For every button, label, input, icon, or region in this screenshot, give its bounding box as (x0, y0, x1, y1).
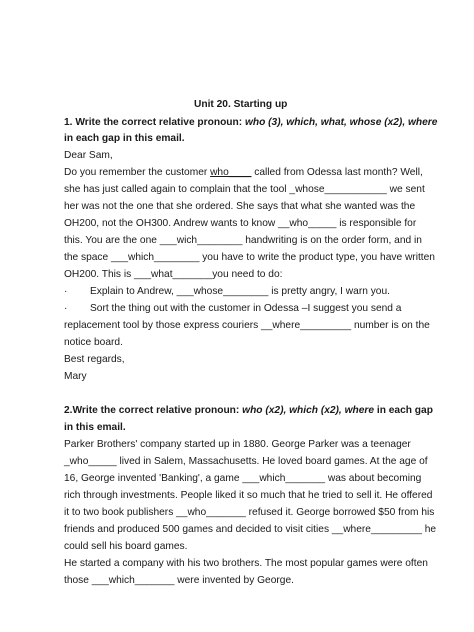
exercise-1-heading-cont: in each gap in this email. (64, 133, 185, 144)
page-title: Unit 20. Starting up (194, 99, 288, 110)
gap-answer-underlined: who____ (210, 167, 252, 178)
exercise-1-heading (64, 116, 437, 130)
email-2-line-6: friends and produced 500 games and decided to visit cities __where_________ he (64, 524, 437, 535)
email-1-line-4: OH200, not the OH300. Andrew wants to know __who_____ is responsible for (64, 218, 417, 229)
email-1-line-7: OH200. This is ___what_______you need to do: (64, 269, 283, 280)
exercise-1-heading-text: 1. Write the correct relative pronoun: (64, 117, 245, 128)
exercise-2-heading-text: 2.Write the correct relative pronoun: (64, 405, 243, 416)
bullet-1-text: Explain to Andrew, ___whose________ is pretty angry, I warn you. (90, 286, 390, 297)
email-1-line-8: replacement tool by those express couriers __where_________ number is on the (64, 320, 430, 331)
email-1-line-6: the space ___which________ you have to write the product type, you have written (64, 252, 435, 263)
email-1-line-1-end: called from Odessa last month? Well, (251, 167, 423, 178)
email-1-line-1 (64, 166, 423, 180)
email-2-line-4: rich through investments. People liked it so much that he tried to sell it. He offered (64, 490, 433, 501)
bullet-1-marker: · (64, 286, 68, 297)
email-2-line-2: _who_____ lived in Salem, Massachusetts. He loved board games. At the age of (64, 456, 428, 467)
exercise-2-heading-end: in each gap (374, 405, 433, 416)
email-1-line-3: her was not the one that she ordered. She says that what she wanted was the (64, 201, 416, 212)
email-2-line-7: could sell his board games. (64, 541, 188, 552)
bullet-2-marker: · (64, 303, 68, 314)
email-2-line-3: 16, George invented 'Banking', a game ___which_______ was about becoming (64, 473, 422, 484)
email-2-line-8: He started a company with his two brothers. The most popular games were often (64, 558, 428, 569)
exercise-2-heading-cont: in this email. (64, 422, 126, 433)
email-1-signature: Mary (64, 371, 87, 382)
email-1-line-2: she has just called again to complain that the tool _whose___________ we sent (64, 184, 425, 195)
email-1-line-5: this. You are the one ___wich________ handwriting is on the order form, and in (64, 235, 422, 246)
email-2-line-9: those ___which_______ were invented by George. (64, 575, 294, 586)
bullet-2-text: Sort the thing out with the customer in Odessa –I suggest you send a (90, 303, 402, 314)
email-1-line-9: notice board. (64, 337, 123, 348)
email-1-line-1-start: Do you remember the customer (64, 167, 211, 178)
email-2-line-1: Parker Brothers' company started up in 1880. George Parker was a teenager (64, 439, 411, 450)
email-1-closing: Best regards, (64, 354, 125, 365)
exercise-1-pronoun-list: who (3), which, what, whose (x2), where (244, 117, 438, 128)
email-1-greeting: Dear Sam, (64, 150, 113, 161)
exercise-2-heading (64, 404, 433, 418)
exercise-2-pronoun-list: who (x2), which (x2), where (242, 405, 375, 416)
email-2-line-5: it to two book publishers __who_______ refused it. George borrowed $50 from his (64, 507, 435, 518)
